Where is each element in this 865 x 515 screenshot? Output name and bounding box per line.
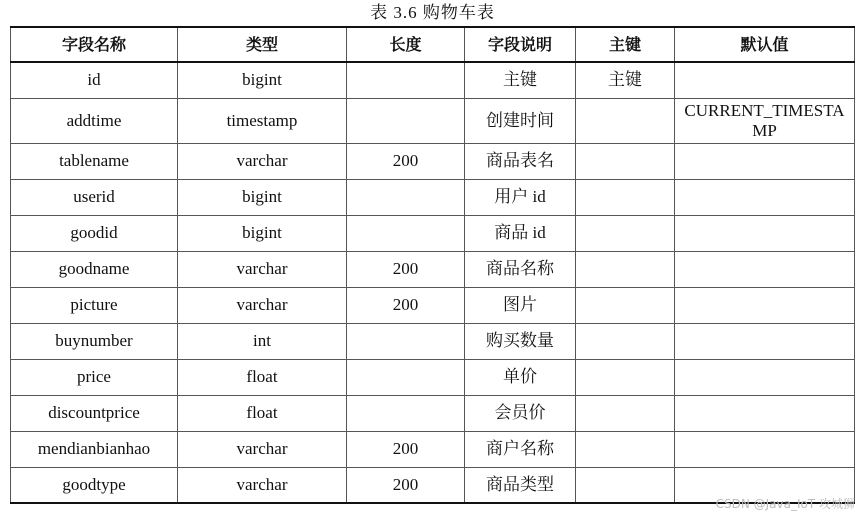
cell-default-value [675, 179, 855, 215]
cell-default-value: CURRENT_TIMESTAMP [675, 98, 855, 143]
header-primary-key: 主键 [576, 27, 675, 62]
cell-description: 商品类型 [465, 467, 576, 503]
table-row [11, 98, 855, 143]
cell-description: 单价 [465, 359, 576, 395]
cell-length [347, 395, 465, 431]
cell-length: 200 [347, 143, 465, 179]
cell-primary-key [576, 287, 675, 323]
cell-primary-key [576, 395, 675, 431]
cell-default-value [675, 143, 855, 179]
cell-type: varchar [178, 143, 347, 179]
cell-type: bigint [178, 215, 347, 251]
cell-field-name: goodtype [11, 467, 178, 503]
shopping-cart-table [10, 26, 855, 504]
table-row [11, 143, 855, 179]
cell-primary-key [576, 467, 675, 503]
table-row [11, 287, 855, 323]
cell-type: float [178, 359, 347, 395]
cell-length [347, 62, 465, 98]
table-row [11, 395, 855, 431]
cell-length: 200 [347, 287, 465, 323]
cell-type: float [178, 395, 347, 431]
cell-length: 200 [347, 467, 465, 503]
cell-primary-key: 主键 [576, 62, 675, 98]
cell-length [347, 98, 465, 143]
table-row [11, 62, 855, 98]
cell-default-value [675, 287, 855, 323]
header-type: 类型 [178, 27, 347, 62]
cell-description: 主键 [465, 62, 576, 98]
table-row [11, 179, 855, 215]
cell-default-value [675, 323, 855, 359]
cell-primary-key [576, 323, 675, 359]
cell-default-value [675, 431, 855, 467]
table-row [11, 251, 855, 287]
cell-field-name: picture [11, 287, 178, 323]
cell-type: bigint [178, 179, 347, 215]
cell-description: 商品 id [465, 215, 576, 251]
table-caption: 表 3.6 购物车表 [370, 3, 495, 22]
csdn-watermark: CSDN @Java_IoT 攻城狮 [715, 497, 855, 511]
cell-primary-key [576, 179, 675, 215]
cell-type: int [178, 323, 347, 359]
table-row [11, 359, 855, 395]
cell-description: 商品名称 [465, 251, 576, 287]
cell-default-value [675, 215, 855, 251]
cell-type: varchar [178, 287, 347, 323]
cell-primary-key [576, 251, 675, 287]
table-row [11, 323, 855, 359]
cell-primary-key [576, 215, 675, 251]
cell-type: timestamp [178, 98, 347, 143]
cell-description: 会员价 [465, 395, 576, 431]
cell-default-value [675, 251, 855, 287]
table-row [11, 215, 855, 251]
cell-field-name: mendianbianhao [11, 431, 178, 467]
cell-description: 创建时间 [465, 98, 576, 143]
cell-field-name: addtime [11, 98, 178, 143]
header-description: 字段说明 [465, 27, 576, 62]
cell-length [347, 359, 465, 395]
cell-default-value [675, 62, 855, 98]
cell-field-name: buynumber [11, 323, 178, 359]
cell-description: 用户 id [465, 179, 576, 215]
cell-primary-key [576, 143, 675, 179]
cell-primary-key [576, 431, 675, 467]
cell-description: 商品表名 [465, 143, 576, 179]
cell-type: bigint [178, 62, 347, 98]
cell-length: 200 [347, 251, 465, 287]
cell-field-name: goodid [11, 215, 178, 251]
table-header-row [11, 27, 855, 62]
cell-primary-key [576, 359, 675, 395]
cell-length [347, 215, 465, 251]
cell-field-name: tablename [11, 143, 178, 179]
cell-field-name: discountprice [11, 395, 178, 431]
cell-field-name: price [11, 359, 178, 395]
cell-field-name: goodname [11, 251, 178, 287]
header-default-value: 默认值 [675, 27, 855, 62]
header-length: 长度 [347, 27, 465, 62]
cell-field-name: userid [11, 179, 178, 215]
cell-type: varchar [178, 467, 347, 503]
header-field-name: 字段名称 [11, 27, 178, 62]
cell-type: varchar [178, 431, 347, 467]
table-row [11, 431, 855, 467]
cell-default-value [675, 359, 855, 395]
cell-description: 购买数量 [465, 323, 576, 359]
cell-primary-key [576, 98, 675, 143]
cell-description: 图片 [465, 287, 576, 323]
cell-length [347, 179, 465, 215]
cell-length [347, 323, 465, 359]
cell-default-value [675, 395, 855, 431]
cell-length: 200 [347, 431, 465, 467]
cell-field-name: id [11, 62, 178, 98]
cell-description: 商户名称 [465, 431, 576, 467]
cell-type: varchar [178, 251, 347, 287]
